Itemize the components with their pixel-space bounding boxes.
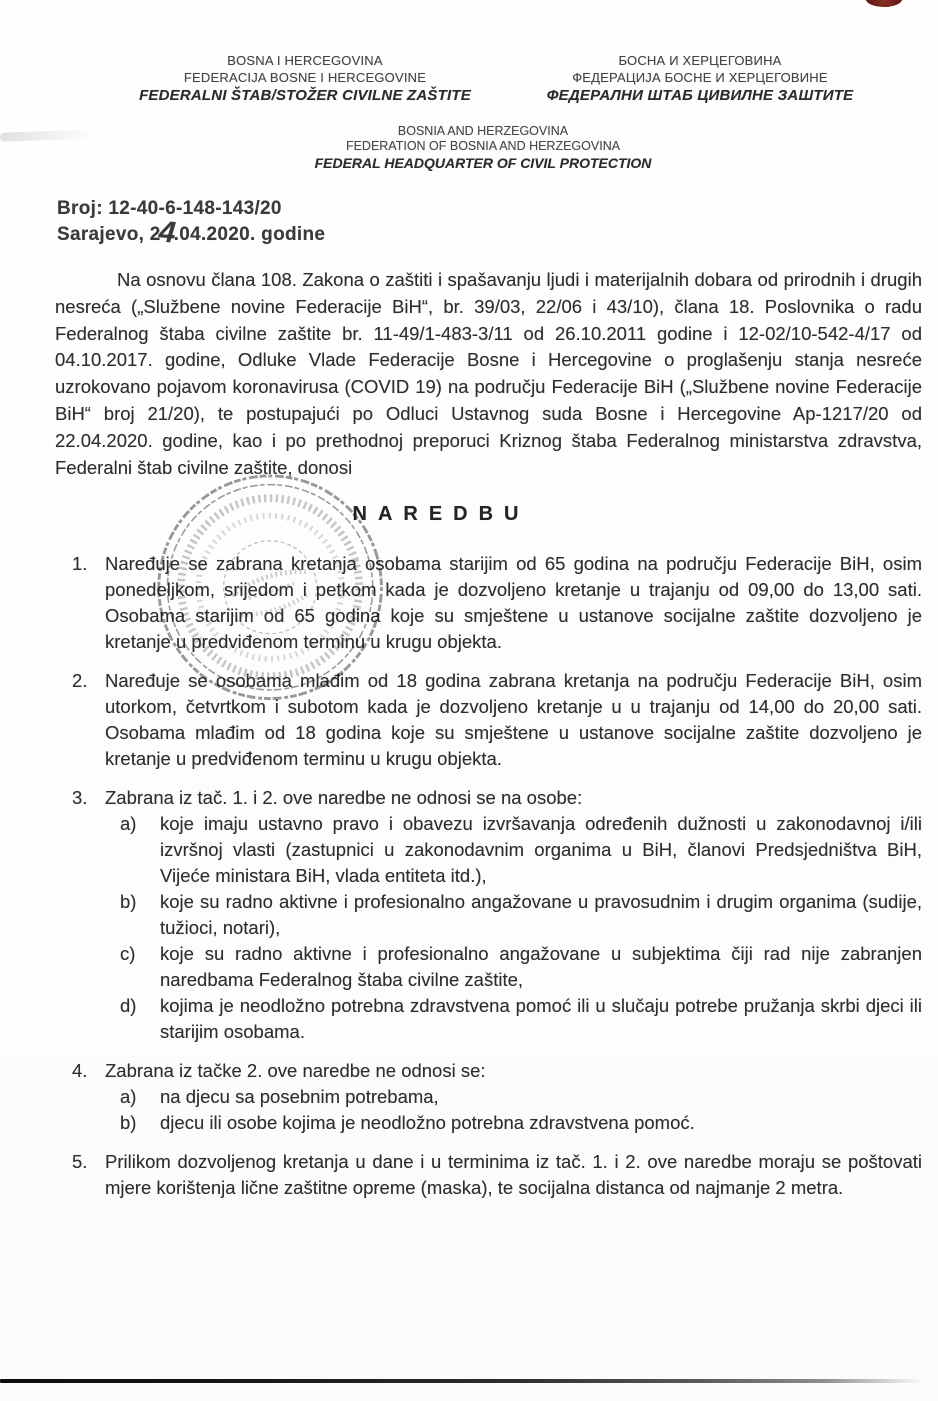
subitem-label: b) xyxy=(120,891,137,912)
header-institution-english: FEDERAL HEADQUARTER OF CIVIL PROTECTION xyxy=(314,155,652,171)
item-number: 5. xyxy=(72,1151,88,1172)
item-number: 4. xyxy=(72,1060,88,1081)
subitem-label: c) xyxy=(120,943,136,964)
item-text: Zabrana iz tač. 1. i 2. ove naredbe ne odnosi se na osobe: xyxy=(105,787,583,808)
header-federation-latin: FEDERACIJA BOSNE I HERCEGOVINE xyxy=(183,70,427,85)
header-center-english xyxy=(14,124,938,172)
order-item-2 xyxy=(72,668,922,772)
header-institution-cyrillic: ФЕДЕРАЛНИ ШТАБ ЦИВИЛНЕ ЗАШТИТЕ xyxy=(546,87,854,104)
subitem-label: d) xyxy=(120,995,137,1016)
header-right-column xyxy=(490,52,910,105)
handwritten-digit: 4 xyxy=(157,215,177,250)
place-and-date xyxy=(57,215,326,250)
page-scan-edge-line xyxy=(0,1379,934,1383)
header-federation-english: FEDERATION OF BOSNIA AND HERZEGOVINA xyxy=(345,139,621,153)
item-text: Naređuje se zabrana kretanja osobama starijim od 65 godina na području Federacije BiH, osim ponedeljkom, srijedom i petkom kada je dozvoljeno kretanje u trajanju od 09,00 do 13,00 sati. Osobama starijim od 65 godina koje su smještene u ustanove socijalne zaštite dozvoljeno je kretanje u predviđenom terminu u krugu objekta. xyxy=(105,553,922,652)
subitem-text: koje su radno aktivne i profesionalno angažovane u pravosudnim i drugim organima (sudije, tužioci, notari), xyxy=(160,891,922,938)
header-federation-cyrillic: ФЕДЕРАЦИЈА БОСНЕ И ХЕРЦЕГОВИНЕ xyxy=(572,70,828,85)
order-items-list xyxy=(72,551,922,1214)
subitem-text: djecu ili osobe kojima je neodložno potrebna zdravstvena pomoć. xyxy=(160,1112,695,1133)
date-suffix: .04.2020. godine xyxy=(173,224,326,245)
subitem-text: na djecu sa posebnim potrebama, xyxy=(160,1086,439,1107)
header-country-english: BOSNIA AND HERZEGOVINA xyxy=(397,124,569,138)
item-text-with-subitems xyxy=(105,1058,922,1136)
subitem-text: koje imaju ustavno pravo i obavezu izvršavanja određenih dužnosti u zakonodavnoj i/ili izvršnoj vlasti (zastupnici u zakonodavnim organima u BiH, članovi Predsjedništva BiH, Vijeće ministara BiH, vlada entiteta itd.), xyxy=(160,813,922,886)
subitem-3c xyxy=(105,941,922,993)
subitem-4b xyxy=(105,1110,922,1136)
header-left-column xyxy=(75,52,535,105)
order-title: NAREDBU xyxy=(352,503,530,525)
subitem-4a xyxy=(105,1084,922,1110)
item-text: Prilikom dozvoljenog kretanja u dane i u terminima iz tač. 1. i 2. ove naredbe moraju se poštovati mjere korištenja lične zaštitne opreme (maska), te socijalna distanca od najmanje 2 metra. xyxy=(105,1151,922,1198)
header-country-cyrillic: БОСНА И ХЕРЦЕГОВИНА xyxy=(618,53,782,68)
subitem-text: koje su radno aktivne i profesionalno angažovane u subjektima čiji rad nije zabranjen naredbama Federalnog štaba civilne zaštite, xyxy=(160,943,922,990)
item-text: Naređuje se osobama mlađim od 18 godina zabrana kretanja na području Federacije BiH, osim utorkom, četvrtkom i subotom kada je dozvoljeno kretanje u u trajanju od 14,00 do 20,00 sati. Osobama mlađim od 18 godina koje su smještene u ustanove socijalne zaštite dozvoljeno je kretanje u predviđenom terminu u krugu objekta. xyxy=(105,670,922,769)
reference-block xyxy=(57,196,325,248)
item-number: 1. xyxy=(72,553,88,574)
subitem-3a xyxy=(105,811,922,889)
order-item-5 xyxy=(72,1149,922,1201)
subitem-label: a) xyxy=(120,1086,137,1107)
subitem-3b xyxy=(105,889,922,941)
header-country-latin: BOSNA I HERCEGOVINA xyxy=(227,53,383,68)
document-number: Broj: 12-40-6-148-143/20 xyxy=(57,198,282,219)
header-institution-latin: FEDERALNI ŠTAB/STOŽER CIVILNE ZAŠTITE xyxy=(139,87,471,104)
preamble-paragraph: Na osnovu člana 108. Zakona o zaštiti i spašavanju ljudi i materijalnih dobara od prirodnih i drugih nesreća („Službene novine Federacije BiH“, br. 39/03, 22/06 i 43/10), člana 18. Poslovnika o radu Federalnog štaba civilne zaštite br. 11-49/1-483-3/11 od 26.10.2011 godine i 12-02/10-542-4/17 od 04.10.2017. godine, Odluke Vlade Federacije Bosne i Hercegovine o proglašenju stanja nesreće uzrokovano pojavom koronavirusa (COVID 19) na području Federacije BiH („Službene novine Federacije BiH“ broj 21/20), te postupajući po Odluci Ustavnog suda Bosne i Hercegovine Ap-1217/20 od 22.04.2020. godine, kao i po prethodnoj preporuci Kriznog štaba Federalnog ministarstva zdravstva, Federalni štab civilne zaštite, donosi xyxy=(55,269,922,478)
subitem-3d xyxy=(105,993,922,1045)
order-item-3 xyxy=(72,785,922,1045)
item-number: 2. xyxy=(72,670,88,691)
item-number: 3. xyxy=(72,787,88,808)
date-prefix: Sarajevo, 2 xyxy=(57,224,161,245)
order-item-1 xyxy=(72,551,922,655)
order-item-4 xyxy=(72,1058,922,1136)
item-text-with-subitems xyxy=(105,785,922,1045)
item-text: Zabrana iz tačke 2. ove naredbe ne odnosi se: xyxy=(105,1060,486,1081)
subitem-label: a) xyxy=(120,813,137,834)
subitem-text: kojima je neodložno potrebna zdravstvena pomoć ili u slučaju potrebe pružanja skrbi djeci ili starijim osobama. xyxy=(160,995,922,1042)
subitem-label: b) xyxy=(120,1112,137,1133)
red-ink-corner-mark xyxy=(866,0,902,7)
